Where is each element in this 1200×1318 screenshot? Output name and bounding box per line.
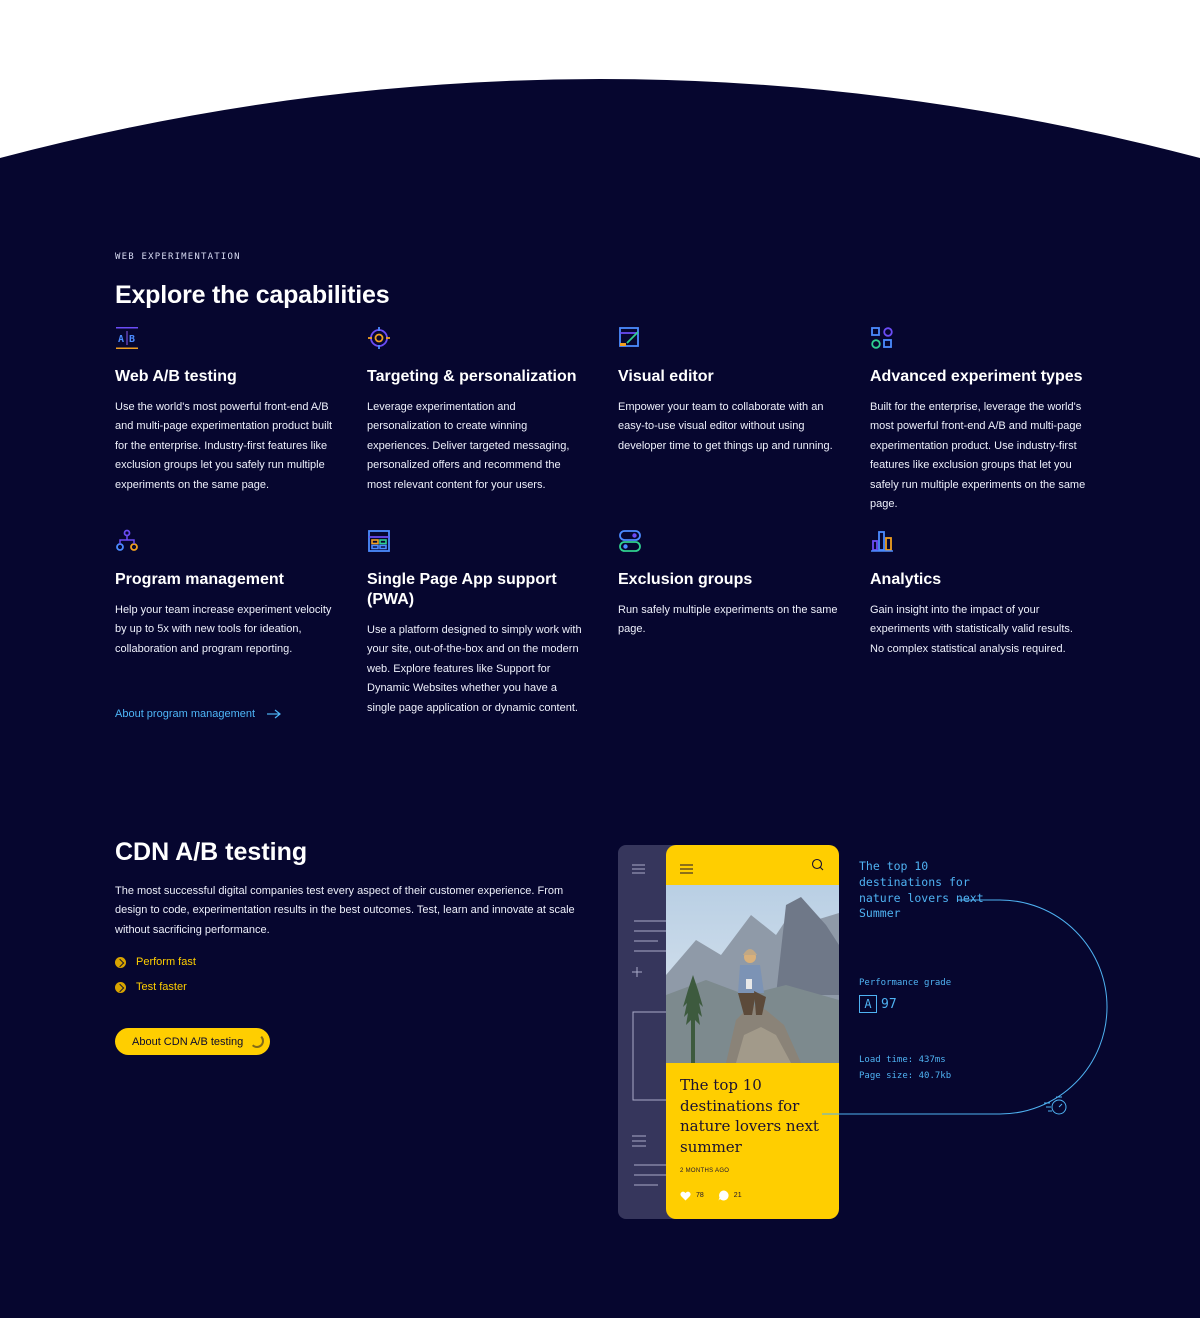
visual-editor-icon	[618, 326, 642, 350]
capability-title: Single Page App support (PWA)	[367, 571, 557, 608]
capability-body: Use the world's most powerful front-end A/B and multi-page experimentation product built for the enterprise. Industry-first features like exclusion groups let you safely run multiple experiments on the same page.	[115, 401, 333, 491]
capability-body: Gain insight into the impact of your experiments with statistically valid results. No complex statistical analysis required.	[870, 604, 1073, 655]
comments-stat	[718, 1190, 742, 1201]
phone-topbar	[666, 845, 839, 885]
article-headline: The top 10 destinations for nature lovers next summer	[680, 1076, 819, 1156]
about-cdn-ab-testing-button[interactable]	[115, 1028, 270, 1055]
comments-count: 21	[733, 1192, 742, 1199]
capability-analytics	[870, 529, 1090, 659]
phone-mockup	[666, 845, 839, 1219]
phone-topbar-icons	[666, 845, 839, 885]
spa-icon	[367, 529, 391, 553]
load-time: Load time: 437ms	[859, 1055, 946, 1065]
capability-title: Visual editor	[618, 368, 714, 385]
capability-title: Program management	[115, 571, 284, 588]
performance-grade-label: Performance grade	[859, 978, 952, 988]
bullet-label: Test faster	[136, 981, 187, 993]
cdn-title: CDN A/B testing	[115, 838, 308, 866]
svg-text:A: A	[118, 334, 125, 345]
bullet-perform-fast	[115, 956, 196, 968]
article-stats	[680, 1190, 742, 1201]
button-label: About CDN A/B testing	[132, 1035, 244, 1048]
capability-title: Advanced experiment types	[870, 368, 1083, 385]
capability-targeting	[367, 326, 587, 495]
program-management-icon	[115, 529, 139, 553]
arrow-bullet-icon	[115, 982, 126, 993]
hero-photo	[666, 885, 839, 1063]
svg-text:B: B	[129, 334, 136, 345]
capability-spa-support	[367, 529, 587, 718]
article-meta: 2 MONTHS AGO	[680, 1168, 730, 1174]
capability-body: Built for the enterprise, leverage the world's most powerful front-end A/B and multi-page experimentation product. Use industry-first features like exclusion groups that let you safely run multiple experiments on the same page.	[870, 401, 1086, 511]
capability-body: Empower your team to collaborate with an easy-to-use visual editor without using developer time to get things up and running.	[618, 401, 833, 452]
capability-body: Help your team increase experiment velocity by up to 5x with new tools for ideation, collaboration and program reporting.	[115, 604, 332, 655]
link-label: About program management	[115, 708, 256, 720]
section-eyebrow: WEB EXPERIMENTATION	[115, 252, 241, 262]
target-icon	[367, 326, 391, 350]
arrow-bullet-icon	[115, 957, 126, 968]
capability-body: Run safely multiple experiments on the same page.	[618, 604, 838, 636]
likes-stat	[680, 1191, 704, 1201]
experiment-types-icon	[870, 326, 894, 350]
grade-value: 97	[881, 996, 897, 1012]
capability-body: Use a platform designed to simply work with your site, out-of-the-box and on the modern web. Explore features like Support for Dynamic Websites whether you have a single page application or dynamic content.	[367, 624, 582, 714]
heart-icon	[680, 1191, 691, 1201]
cdn-description: The most successful digital companies test every aspect of their customer experience. From design to code, experimentation results in the best outcomes. Test, learn and innovate at scale without sacrificing performance.	[115, 885, 575, 936]
comment-icon	[718, 1190, 729, 1201]
capability-title: Exclusion groups	[618, 571, 753, 588]
about-program-management-link[interactable]	[115, 708, 281, 720]
ab-test-icon	[115, 326, 139, 350]
grade-letter: A	[859, 995, 877, 1013]
capability-title: Web A/B testing	[115, 368, 237, 385]
annotation-title: The top 10 destinations for nature lovers next Summer	[859, 859, 984, 921]
capability-program-management	[115, 529, 335, 659]
bullet-label: Perform fast	[136, 956, 196, 968]
load-metrics	[859, 1052, 951, 1084]
performance-grade	[859, 995, 897, 1013]
capability-web-ab-testing	[115, 326, 335, 495]
likes-count: 78	[696, 1192, 704, 1199]
analytics-icon	[870, 529, 894, 553]
capability-title: Analytics	[870, 571, 942, 588]
section-title: Explore the capabilities	[115, 281, 390, 309]
capability-visual-editor	[618, 326, 838, 456]
capability-body: Leverage experimentation and personalization to create winning experiences. Deliver targeted messaging, personalized offers and recommend the most relevant content for your users.	[367, 401, 570, 491]
capability-title: Targeting & personalization	[367, 368, 577, 385]
spinner-icon	[250, 1034, 264, 1048]
exclusion-groups-icon	[618, 529, 642, 553]
bullet-test-faster	[115, 981, 187, 993]
capability-exclusion-groups	[618, 529, 838, 640]
arrow-right-icon	[267, 709, 281, 719]
page-size: Page size: 40.7kb	[859, 1071, 952, 1081]
capability-advanced-experiment-types	[870, 326, 1090, 514]
